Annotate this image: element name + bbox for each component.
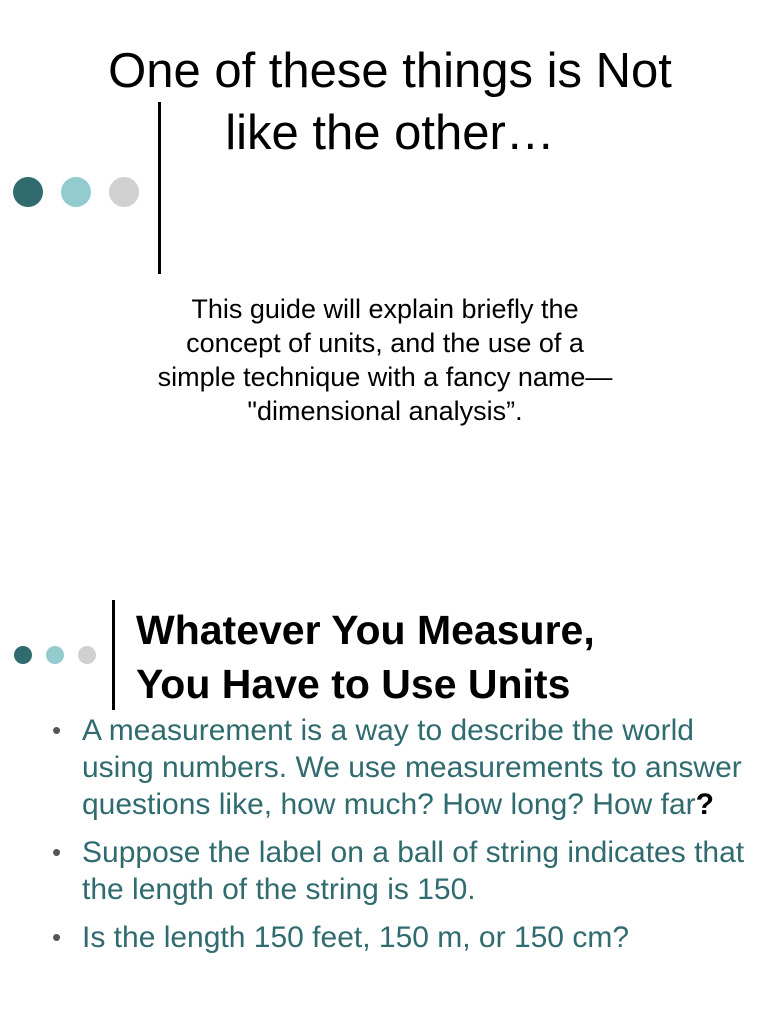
slide-1-body-line: simple technique with a fancy name— — [157, 362, 613, 392]
list-item — [52, 712, 752, 823]
decorative-dot-light — [61, 177, 91, 207]
decorative-dot-dark — [14, 646, 32, 664]
bullet-strong-suffix: ? — [695, 788, 714, 821]
slide-1-title-line: One of these things is Not — [108, 44, 672, 98]
decorative-dot-dark — [13, 177, 43, 207]
slide-1-body-line: concept of units, and the use of a — [186, 328, 584, 358]
slide-1-title-line: like the other… — [225, 106, 555, 160]
bullet-icon: • — [52, 715, 62, 745]
bullet-icon: • — [52, 837, 62, 867]
bullet-icon: • — [52, 922, 62, 952]
decorative-dot-light — [46, 646, 64, 664]
bullet-text: Suppose the label on a ball of string indicates that the length of the string is 150. — [82, 836, 745, 906]
slide-2-title — [136, 603, 756, 711]
decorative-dot-gray — [78, 646, 96, 664]
list-item — [52, 834, 752, 908]
bullet-text: A measurement is a way to describe the world using numbers. We use measurements to answer questions like, how much? How long? How far — [82, 714, 742, 821]
bullet-list — [52, 712, 752, 967]
slide-1-body-line: This guide will explain briefly the — [191, 294, 579, 324]
slide-2-title-line: Whatever You Measure, — [136, 607, 595, 653]
decorative-dot-gray — [109, 177, 139, 207]
slide-1-body — [110, 292, 660, 428]
vertical-divider — [112, 600, 115, 710]
vertical-divider — [158, 102, 161, 274]
slide-2-title-line: You Have to Use Units — [136, 661, 571, 707]
slide-1-body-line: "dimensional analysis”. — [247, 396, 523, 426]
slide-1-title — [80, 40, 700, 164]
bullet-text: Is the length 150 feet, 150 m, or 150 cm? — [82, 921, 630, 954]
list-item — [52, 919, 752, 956]
